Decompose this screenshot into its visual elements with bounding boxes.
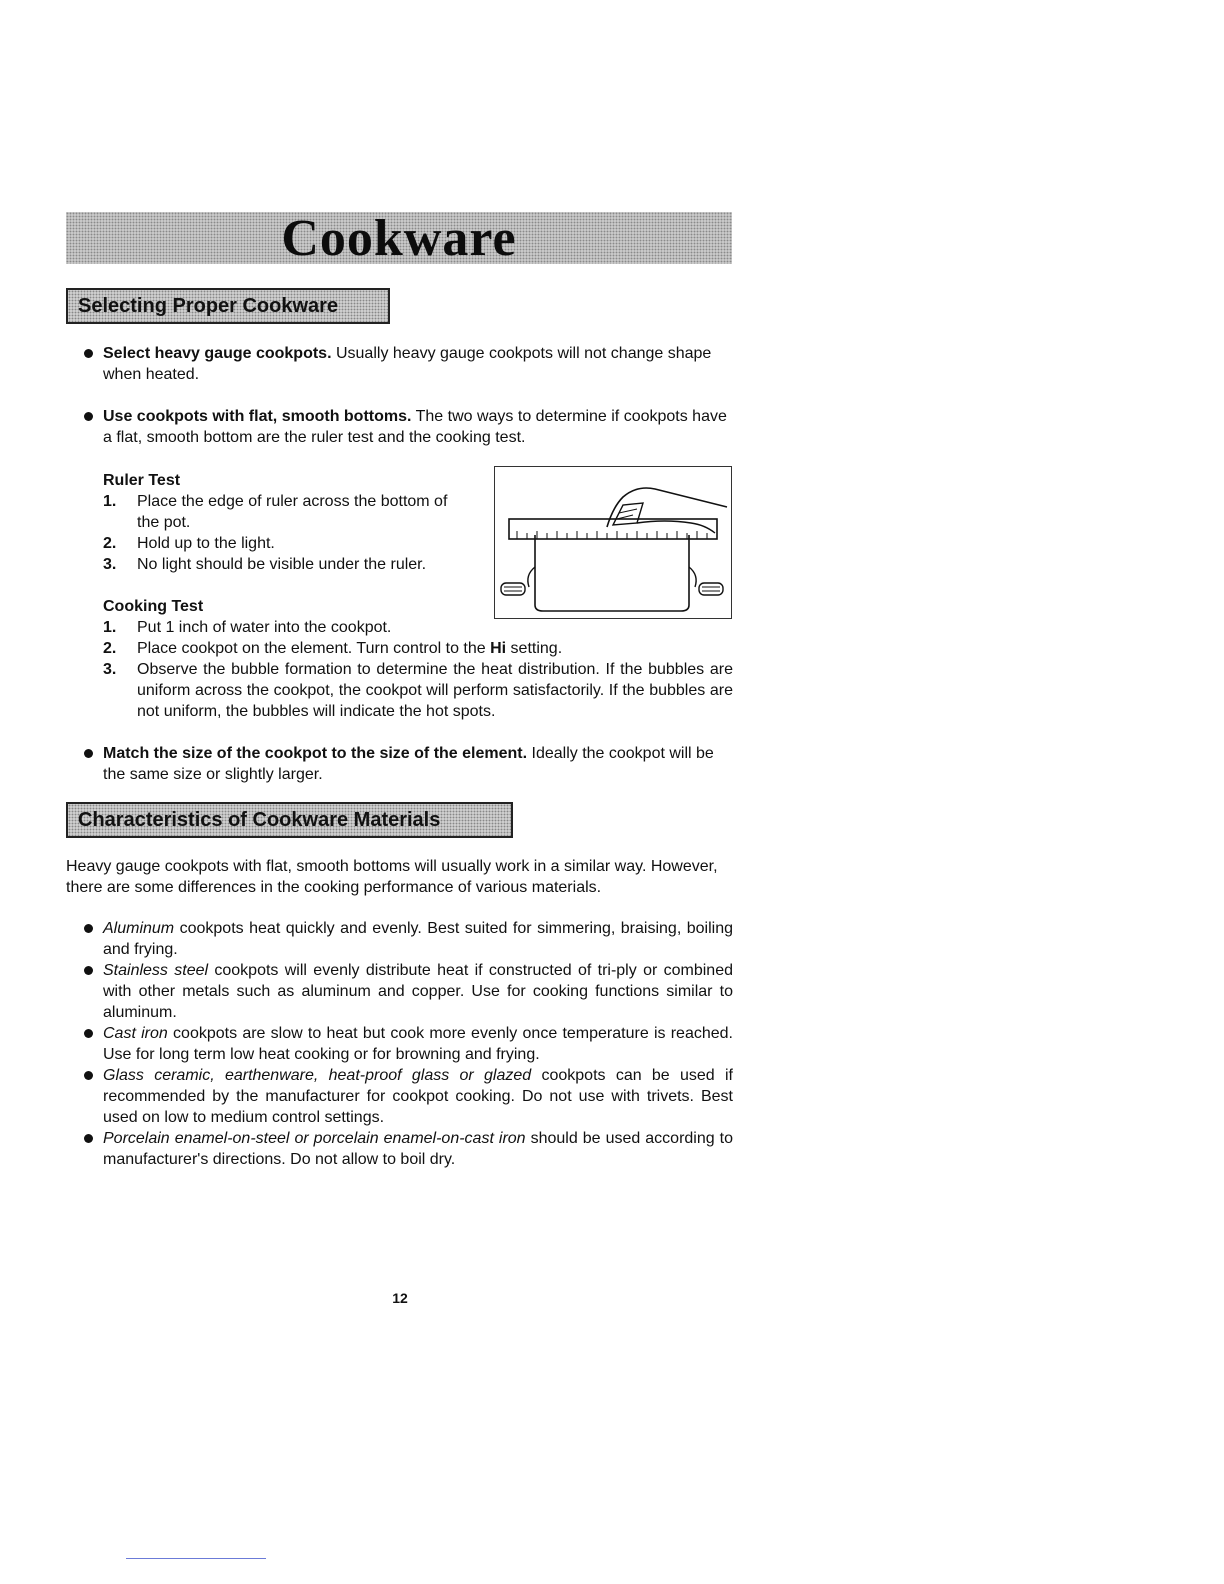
bullet-dot: [84, 966, 93, 975]
material-stainless-steel: [103, 960, 733, 1023]
step-number: 2.: [103, 535, 117, 552]
ruler-step-1: Place the edge of ruler across the bottom of the pot.: [137, 493, 448, 531]
page-title: Cookware: [281, 210, 517, 267]
bullet-dot: [84, 349, 93, 358]
cooking-step-2: [137, 638, 737, 659]
material-name: Aluminum: [103, 920, 175, 937]
materials-intro: Heavy gauge cookpots with flat, smooth bottoms will usually work in a similar way. However, there are some differences in the cooking performance of various materials.: [66, 858, 718, 896]
step-number: 3.: [103, 556, 117, 573]
bullet-dot: [84, 1029, 93, 1038]
material-name: Cast iron: [103, 1025, 168, 1042]
bullet-dot: [84, 749, 93, 758]
material-name: Glass ceramic, earthenware, heat-proof glass or glazed: [103, 1067, 532, 1084]
material-porcelain-enamel: [103, 1128, 733, 1170]
cooking-step-3: Observe the bubble formation to determine the heat distribution. If the bubbles are uniform across the cookpot, the cookpot will perform satisfactorily. If the bubbles are not uniform, the bubbles will indicate the hot spots.: [137, 661, 733, 720]
step-bold-setting: Hi: [490, 640, 507, 657]
bullet-dot: [84, 1071, 93, 1080]
bullet-match-size: [103, 743, 735, 785]
section-heading-selecting-cookware: Selecting Proper Cookware: [66, 288, 390, 324]
material-glass-ceramic: [103, 1065, 733, 1128]
bullet-heavy-gauge: [103, 343, 735, 385]
ruler-on-pot-drawing: [495, 467, 731, 618]
page-title-banner: [66, 210, 732, 267]
section-heading-materials: Characteristics of Cookware Materials: [66, 802, 513, 838]
cooking-test-title: Cooking Test: [103, 598, 204, 615]
bullet-bold-text: Select heavy gauge cookpots.: [103, 345, 332, 362]
step-text: Place cookpot on the element. Turn control to the: [137, 640, 491, 657]
material-name: Stainless steel: [103, 962, 209, 979]
material-desc: cookpots heat quickly and evenly. Best suited for simmering, braising, boiling and frying.: [103, 920, 733, 958]
ruler-test-title: Ruler Test: [103, 472, 181, 489]
ruler-test-illustration: [494, 466, 732, 619]
material-name: Porcelain enamel-on-steel or porcelain enamel-on-cast iron: [103, 1130, 526, 1147]
step-number: 3.: [103, 661, 117, 678]
step-number: 1.: [103, 493, 117, 510]
ruler-step-3: No light should be visible under the ruler.: [137, 556, 427, 573]
bullet-dot: [84, 924, 93, 933]
material-desc: cookpots can be used if recommended by the manufacturer for cookpot cooking. Do not use with trivets. Best used on low to medium control settings.: [103, 1067, 733, 1126]
material-desc: should be used according to manufacturer's directions. Do not allow to boil dry.: [103, 1130, 734, 1168]
bullet-body-text: The two ways to determine if cookpots have a flat, smooth bottom are the ruler test and the cooking test.: [103, 408, 727, 446]
step-text: setting.: [506, 640, 563, 657]
step-number: 1.: [103, 619, 117, 636]
page-number: 12: [392, 1290, 408, 1306]
material-desc: cookpots will evenly distribute heat if constructed of tri-ply or combined with other metals such as aluminum and copper. Use for cooking functions similar to aluminum.: [103, 962, 733, 1021]
bullet-flat-bottoms: [103, 406, 735, 448]
bullet-dot: [84, 1134, 93, 1143]
step-number: 2.: [103, 640, 117, 657]
bullet-body-text: Ideally the cookpot will be the same size or slightly larger.: [103, 745, 714, 783]
bullet-body-text: Usually heavy gauge cookpots will not change shape when heated.: [103, 345, 712, 383]
material-desc: cookpots are slow to heat but cook more evenly once temperature is reached. Use for long term low heat cooking or for browning and frying.: [103, 1025, 733, 1063]
footer-rule: [126, 1558, 266, 1559]
material-aluminum: [103, 918, 733, 960]
ruler-step-2: Hold up to the light.: [137, 535, 275, 552]
material-cast-iron: [103, 1023, 733, 1065]
bullet-bold-text: Match the size of the cookpot to the size of the element.: [103, 745, 528, 762]
bullet-bold-text: Use cookpots with flat, smooth bottoms.: [103, 408, 412, 425]
bullet-dot: [84, 412, 93, 421]
cooking-step-1: Put 1 inch of water into the cookpot.: [137, 619, 392, 636]
